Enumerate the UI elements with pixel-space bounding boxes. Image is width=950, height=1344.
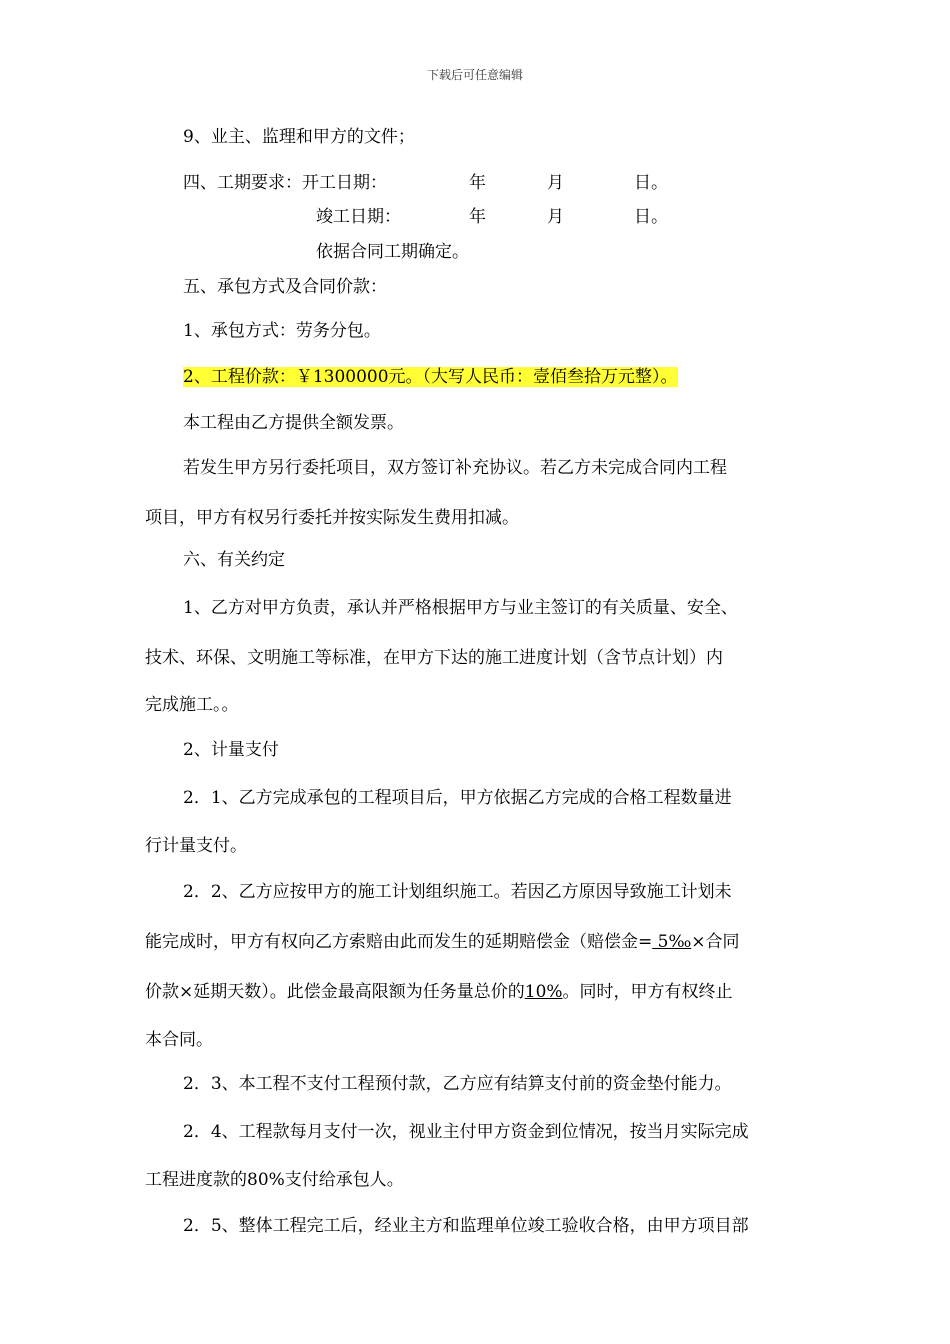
text-segment: 价款×延期天数）。此偿金最高限额为任务量总价的: [145, 982, 525, 1002]
text-line: [145, 931, 740, 953]
text-line: 依据合同工期确定。: [316, 242, 469, 262]
text-line: 项目，甲方有权另行委托并按实际发生费用扣减。: [145, 508, 519, 528]
page-header: 下载后可任意编辑: [426, 68, 523, 82]
underlined-rate: 5‰: [652, 932, 692, 952]
text-line: 六、有关约定: [183, 550, 285, 570]
highlighted-text: 2、工程价款：￥1300000元。（大写人民币：壹佰叁拾万元整）。: [183, 367, 678, 387]
date-day-label: 日。: [634, 207, 668, 227]
underlined-limit: 10%: [524, 982, 563, 1002]
text-line: 9、业主、监理和甲方的文件；: [183, 127, 415, 147]
text-line: 工程进度款的80%支付给承包人。: [145, 1170, 404, 1190]
text-line: 竣工日期：: [316, 207, 401, 227]
text-segment: ×合同: [691, 932, 740, 952]
date-year-label: 年: [469, 207, 486, 227]
text-line: 2．1、乙方完成承包的工程项目后，甲方依据乙方完成的合格工程数量进: [183, 788, 732, 808]
text-line: 2．5、整体工程完工后，经业主方和监理单位竣工验收合格，由甲方项目部: [183, 1216, 749, 1236]
date-month-label: 月: [547, 173, 564, 193]
text-line: 本工程由乙方提供全额发票。: [183, 413, 404, 433]
text-line: 1、承包方式：劳务分包。: [183, 321, 381, 341]
text-line: 若发生甲方另行委托项目，双方签订补充协议。若乙方未完成合同内工程: [183, 458, 727, 478]
text-segment: 。同时，甲方有权终止: [562, 982, 733, 1002]
text-segment: 能完成时，甲方有权向乙方索赔由此而发生的延期赔偿金（赔偿金=: [145, 932, 653, 952]
text-line: 本合同。: [145, 1030, 213, 1050]
date-month-label: 月: [547, 207, 564, 227]
text-line: 2．2、乙方应按甲方的施工计划组织施工。若因乙方原因导致施工计划未: [183, 882, 732, 902]
contract-price-line: [183, 366, 678, 388]
date-day-label: 日。: [634, 173, 668, 193]
date-year-label: 年: [469, 173, 486, 193]
text-line: 2．4、工程款每月支付一次，视业主付甲方资金到位情况，按当月实际完成: [183, 1122, 749, 1142]
text-line: 完成施工。。: [145, 695, 239, 715]
text-line: 行计量支付。: [145, 836, 247, 856]
text-line: 2、计量支付: [183, 740, 279, 760]
text-line: 四、工期要求：开工日期：: [183, 173, 387, 193]
text-line: [145, 981, 733, 1003]
text-line: 技术、环保、文明施工等标准，在甲方下达的施工进度计划（含节点计划）内: [145, 648, 723, 668]
text-line: 1、乙方对甲方负责，承认并严格根据甲方与业主签订的有关质量、安全、: [183, 598, 738, 618]
text-line: 2．3、本工程不支付工程预付款，乙方应有结算支付前的资金垫付能力。: [183, 1074, 732, 1094]
text-line: 五、承包方式及合同价款：: [183, 277, 387, 297]
